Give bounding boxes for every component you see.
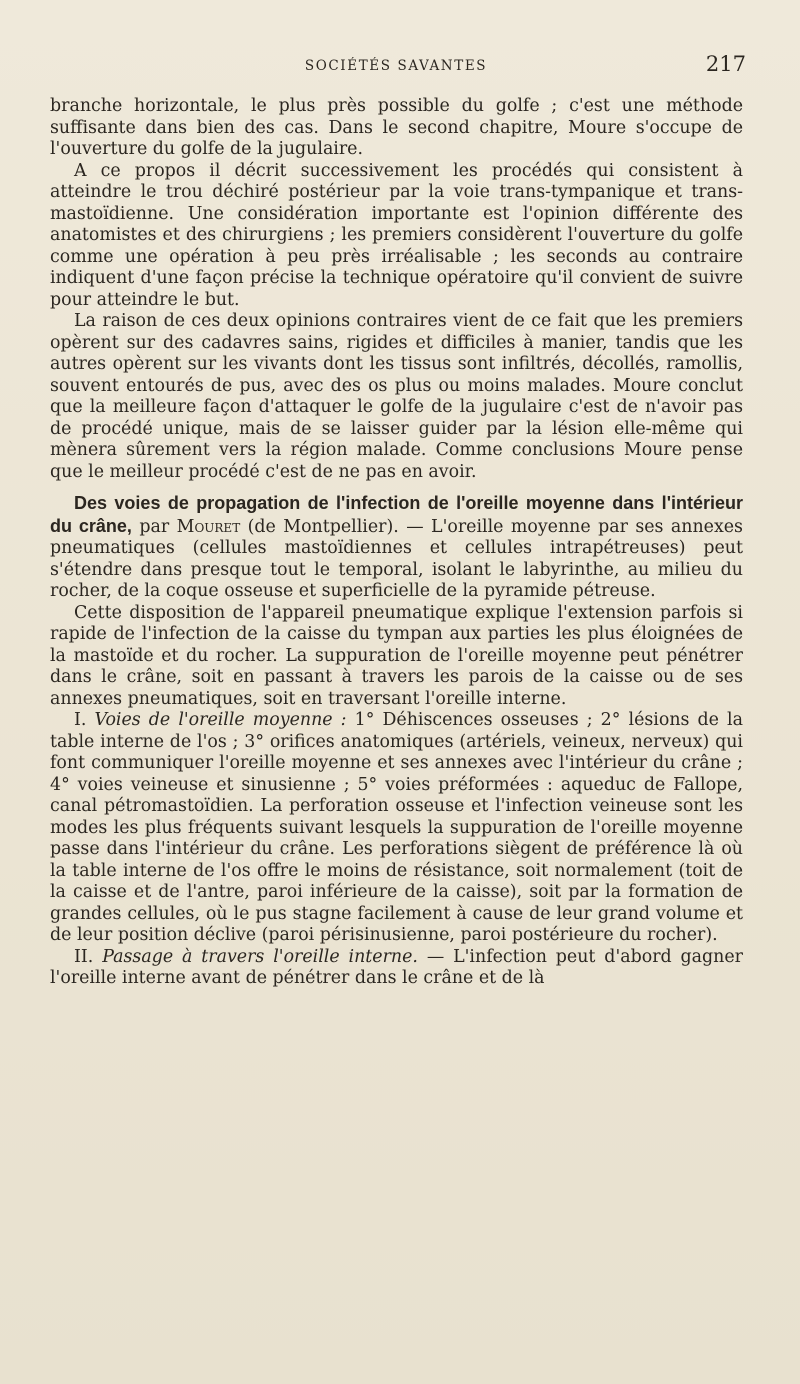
- section-intro: L'oreille moyenne par ses annexes pneumatiques (cellules mastoïdiennes et cellules intrapétreuses) peut s'étendre dans presque tout le temporal, isolant le labyrinthe, au milieu du rocher, de la coque osseuse et superficielle de la pyramide pétreuse.: [50, 516, 743, 601]
- part-one-text: 1° Déhiscences osseuses ; 2° lésions de la table interne de l'os ; 3° orifices anatomiques (artériels, veineux, nerveux) qui font communiquer l'oreille moyenne et ses annexes avec l'intérieur du crâne ; 4° voies veineuse et sinusienne ; 5° voies préformées : aqueduc de Fallope, canal pétromastoïdien. La perforation osseuse et l'infection veineuse sont les modes les plus fréquents suivant lesquels la suppuration de l'oreille moyenne passe dans l'intérieur du crâne. Les perforations siègent de préférence là où la table interne de l'os offre le moins de résistance, soit normalement (toit de la caisse et de l'antre, paroi inférieure de la caisse), soit par la formation de grandes cellules, où le pus stagne facilement à cause de leur grand volume et de leur position déclive (paroi périsinusienne, paroi postérieure du rocher).: [50, 710, 743, 945]
- part-two-title: Passage à travers l'oreille interne.: [102, 946, 418, 967]
- part-two-paragraph: [50, 947, 743, 990]
- part-two-numeral: II.: [74, 946, 94, 967]
- section-affiliation: (de Montpellier). —: [247, 516, 424, 537]
- page-number: 217: [705, 52, 746, 76]
- paragraph: A ce propos il décrit successivement les procédés qui consistent à atteindre le trou déchiré postérieur par la voie trans-tympanique et trans-mastoïdienne. Une considération importante est l'opinion différente des anatomistes et des chirurgiens ; les premiers considèrent l'ouverture du golfe comme une opération à peu près irréalisable ; les seconds au contraire indiquent d'une façon précise la technique opératoire qu'il convient de suivre pour atteindre le but.: [50, 160, 743, 310]
- running-title: SOCIÉTÉS SAVANTES: [304, 58, 488, 74]
- section-paragraph: [50, 493, 743, 603]
- paragraph: branche horizontale, le plus près possible du golfe ; c'est une méthode suffisante dans bien des cas. Dans le second chapitre, Moure s'occupe de l'ouverture du golfe de la jugulaire.: [50, 96, 743, 159]
- paragraph: Cette disposition de l'appareil pneumatique explique l'extension parfois si rapide de l'infection de la caisse du tympan aux parties les plus éloignées de la mastoïde et du rocher. La suppuration de l'oreille moyenne peut pénétrer dans le crâne, soit en passant à travers les parois de la caisse ou de ses annexes pneumatiques, soit en traversant l'oreille interne.: [50, 602, 743, 709]
- part-one-title: Voies de l'oreille moyenne :: [94, 710, 347, 730]
- section-by: par: [139, 516, 170, 537]
- part-two-text: — L'infection peut d'abord gagner l'oreille interne avant de pénétrer dans le crâne et de là: [50, 946, 743, 988]
- part-one-numeral: I.: [74, 710, 87, 730]
- part-one-paragraph: [50, 710, 743, 947]
- section-author: Mouret: [176, 516, 241, 537]
- section-title: Des voies de propagation de l'infection de l'oreille moyenne dans l'intérieur du crâne,: [50, 493, 743, 536]
- body-text: [50, 96, 743, 990]
- page-header: [46, 52, 746, 82]
- paragraph: La raison de ces deux opinions contraires vient de ce fait que les premiers opèrent sur des cadavres sains, rigides et difficiles à manier, tandis que les autres opèrent sur les vivants dont les tissus sont infiltrés, décollés, ramollis, souvent entourés de pus, avec des os plus ou moins malades. Moure conclut que la meilleure façon d'attaquer le golfe de la jugulaire c'est de n'avoir pas de procédé unique, mais de se laisser guider par la lésion elle-même qui mènera sûrement vers la région malade. Comme conclusions Moure pense que le meilleur procédé c'est de ne pas en avoir.: [50, 311, 743, 482]
